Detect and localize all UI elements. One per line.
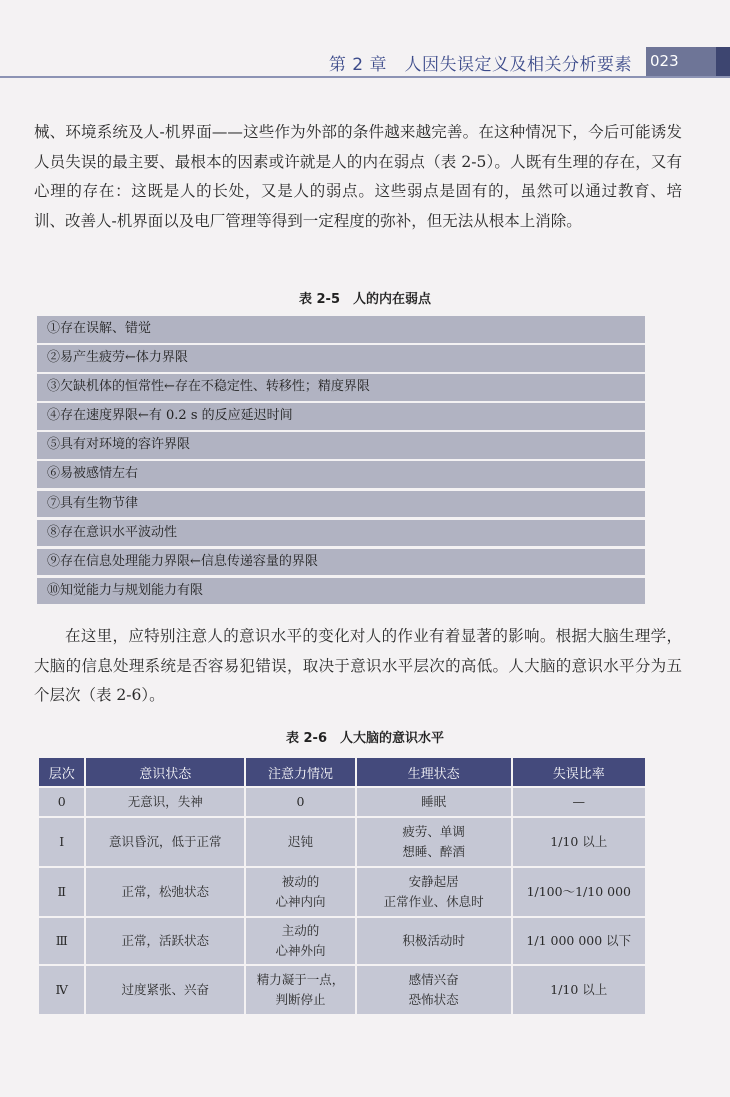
error-rate-cell: — (512, 787, 646, 817)
physiology-cell: 积极活动时 (356, 917, 512, 965)
header-attention: 注意力情况 (245, 757, 356, 787)
state-cell: 意识昏沉，低于正常 (85, 817, 245, 867)
table-row: ②易产生疲劳←体力界限 (37, 345, 645, 372)
table-row: ⑤具有对环境的容许界限 (37, 432, 645, 459)
physiology-cell: 疲劳、单调 想睡、醉酒 (356, 817, 512, 867)
error-rate-cell: 1/10 以上 (512, 965, 646, 1015)
physiology-cell: 安静起居 正常作业、休息时 (356, 867, 512, 917)
attention-cell: 0 (245, 787, 356, 817)
table-row: ⑥易被感情左右 (37, 461, 645, 488)
table-row (38, 817, 646, 867)
table-row: ③欠缺机体的恒常性←存在不稳定性、转移性；精度界限 (37, 374, 645, 401)
level-cell: 0 (38, 787, 85, 817)
physiology-cell: 睡眠 (356, 787, 512, 817)
running-header (0, 40, 730, 76)
table-row (38, 787, 646, 817)
attention-cell: 精力凝于一点， 判断停止 (245, 965, 356, 1015)
level-cell: Ⅰ (38, 817, 85, 867)
table-row: ⑦具有生物节律 (37, 491, 645, 518)
physiology-cell: 感情兴奋 恐怖状态 (356, 965, 512, 1015)
page-number: 023 (646, 47, 720, 76)
attention-cell: 迟钝 (245, 817, 356, 867)
attention-cell: 主动的 心神外向 (245, 917, 356, 965)
state-cell: 正常，活跃状态 (85, 917, 245, 965)
header-error-rate: 失误比率 (512, 757, 646, 787)
table-row (38, 917, 646, 965)
level-cell: Ⅱ (38, 867, 85, 917)
table-row: ⑨存在信息处理能力界限←信息传递容量的界限 (37, 549, 645, 576)
table-row: ④存在速度界限←有 0.2 s 的反应延迟时间 (37, 403, 645, 430)
level-cell: Ⅲ (38, 917, 85, 965)
state-cell: 无意识，失神 (85, 787, 245, 817)
chapter-title: 第 2 章 人因失误定义及相关分析要素 (328, 55, 632, 75)
attention-cell: 被动的 心神内向 (245, 867, 356, 917)
error-rate-cell: 1/100～1/10 000 (512, 867, 646, 917)
table-2-5-caption: 表 2-5 人的内在弱点 (298, 292, 431, 307)
body-paragraph-2: 在这里，应特别注意人的意识水平的变化对人的作业有着显著的影响。根据大脑生理学，大脑的信息处理系统是否容易犯错误，取决于意识水平层次的高低。人大脑的意识水平分为五个层次（表 2-6）。 (34, 627, 682, 704)
table-row: ⑧存在意识水平波动性 (37, 520, 645, 547)
page-number-accent (716, 47, 730, 76)
table-row: ①存在误解、错觉 (37, 316, 645, 343)
error-rate-cell: 1/1 000 000 以下 (512, 917, 646, 965)
header-level: 层次 (38, 757, 85, 787)
table-2-6-caption: 表 2-6 人大脑的意识水平 (285, 731, 444, 746)
table-row: ⑩知觉能力与规划能力有限 (37, 578, 645, 605)
inner-weakness-table (37, 316, 645, 607)
body-paragraph-1: 械、环境系统及人-机界面——这些作为外部的条件越来越完善。在这种情况下，今后可能诱发人员失误的最主要、最根本的因素或许就是人的内在弱点（表 2-5）。人既有生理的存在，又有心理的存在：这既是人的长处，又是人的弱点。这些弱点是固有的，虽然可以通过教育、培训、改善人-机界面以及电厂管理等得到一定程度的弥补，但无法从根本上消除。 (34, 123, 682, 230)
state-cell: 正常，松弛状态 (85, 867, 245, 917)
header-physiology: 生理状态 (356, 757, 512, 787)
table-header-row (38, 757, 646, 787)
header-state: 意识状态 (85, 757, 245, 787)
error-rate-cell: 1/10 以上 (512, 817, 646, 867)
level-cell: Ⅳ (38, 965, 85, 1015)
table-row (38, 965, 646, 1015)
consciousness-level-table (37, 756, 647, 1016)
state-cell: 过度紧张、兴奋 (85, 965, 245, 1015)
header-rule (0, 76, 730, 78)
table-row (38, 867, 646, 917)
